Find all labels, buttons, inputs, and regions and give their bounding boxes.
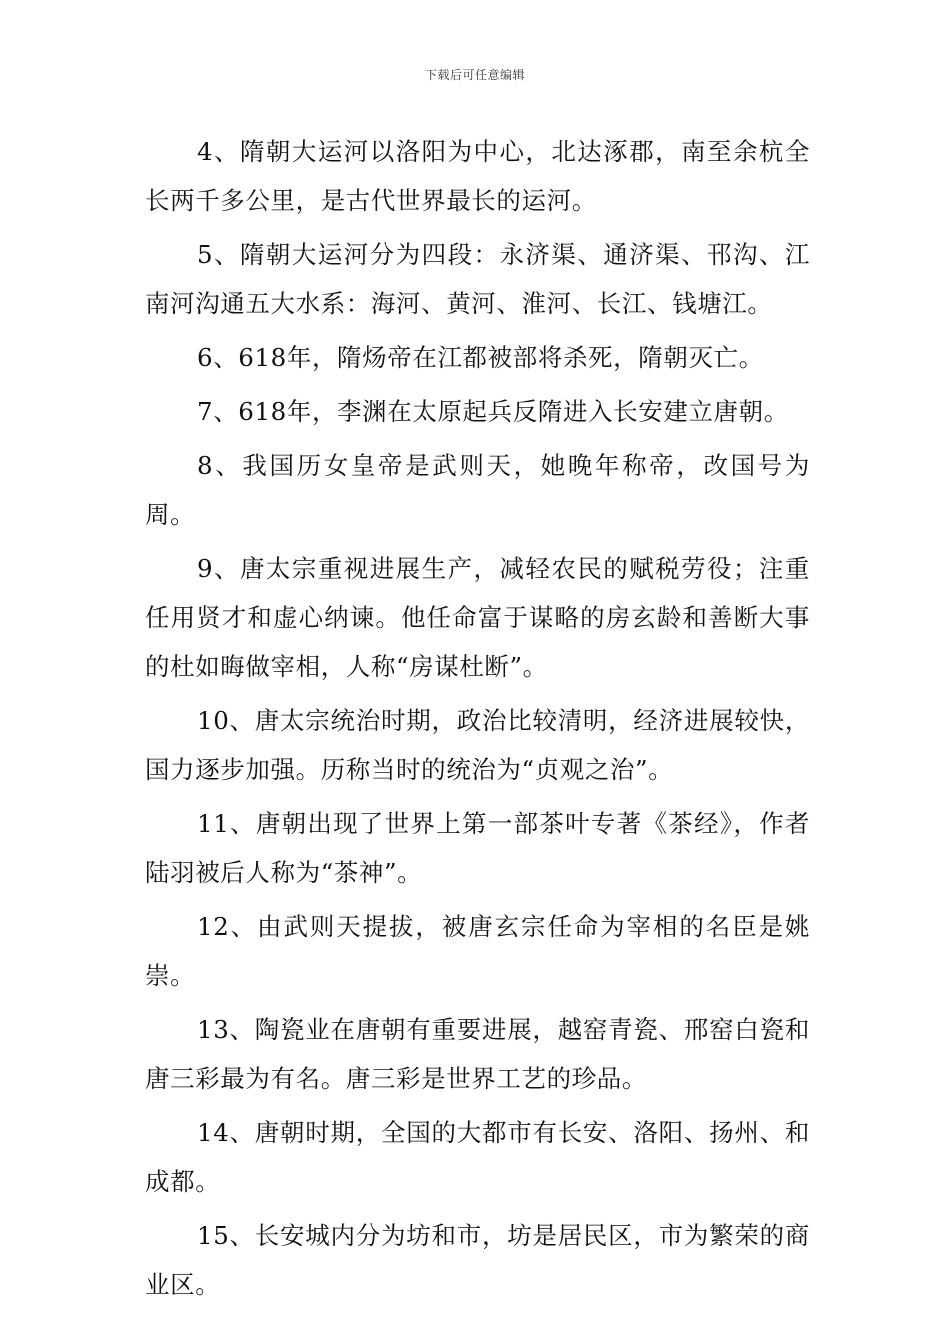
paragraph-14: 14、唐朝时期，全国的大都市有长安、洛阳、扬州、和成都。 — [145, 1118, 810, 1196]
paragraph-12: 12、由武则天提拔，被唐玄宗任命为宰相的名臣是姚崇。 — [145, 912, 810, 990]
paragraph-7: 7、618年，李渊在太原起兵反隋进入长安建立唐朝。 — [197, 397, 789, 426]
page-header: 下载后可任意编辑 — [424, 68, 525, 82]
paragraph-5: 5、隋朝大运河分为四段：永济渠、通济渠、邗沟、江南河沟通五大水系：海河、黄河、淮河、长江、钱塘江。 — [145, 240, 810, 318]
paragraph-10: 10、唐太宗统治时期，政治比较清明，经济进展较快，国力逐步加强。历称当时的统治为“贞观之治”。 — [145, 706, 810, 784]
paragraph-11: 11、唐朝出现了世界上第一部茶叶专著《茶经》，作者陆羽被后人称为“茶神”。 — [145, 809, 810, 887]
document-body — [145, 127, 810, 1314]
paragraph-13: 13、陶瓷业在唐朝有重要进展，越窑青瓷、邢窑白瓷和唐三彩最为有名。唐三彩是世界工艺的珍品。 — [145, 1015, 810, 1093]
paragraph-4: 4、隋朝大运河以洛阳为中心，北达涿郡，南至余杭全长两千多公里，是古代世界最长的运河。 — [145, 137, 810, 215]
paragraph-15: 15、长安城内分为坊和市，坊是居民区，市为繁荣的商业区。 — [145, 1221, 810, 1299]
paragraph-8: 8、我国历女皇帝是武则天，她晚年称帝，改国号为周。 — [145, 451, 810, 529]
paragraph-9: 9、唐太宗重视进展生产，减轻农民的赋税劳役；注重任用贤才和虚心纳谏。他任命富于谋略的房玄龄和善断大事的杜如晦做宰相，人称“房谋杜断”。 — [145, 554, 810, 681]
paragraph-6: 6、618年，隋炀帝在江都被部将杀死，隋朝灭亡。 — [197, 343, 764, 372]
